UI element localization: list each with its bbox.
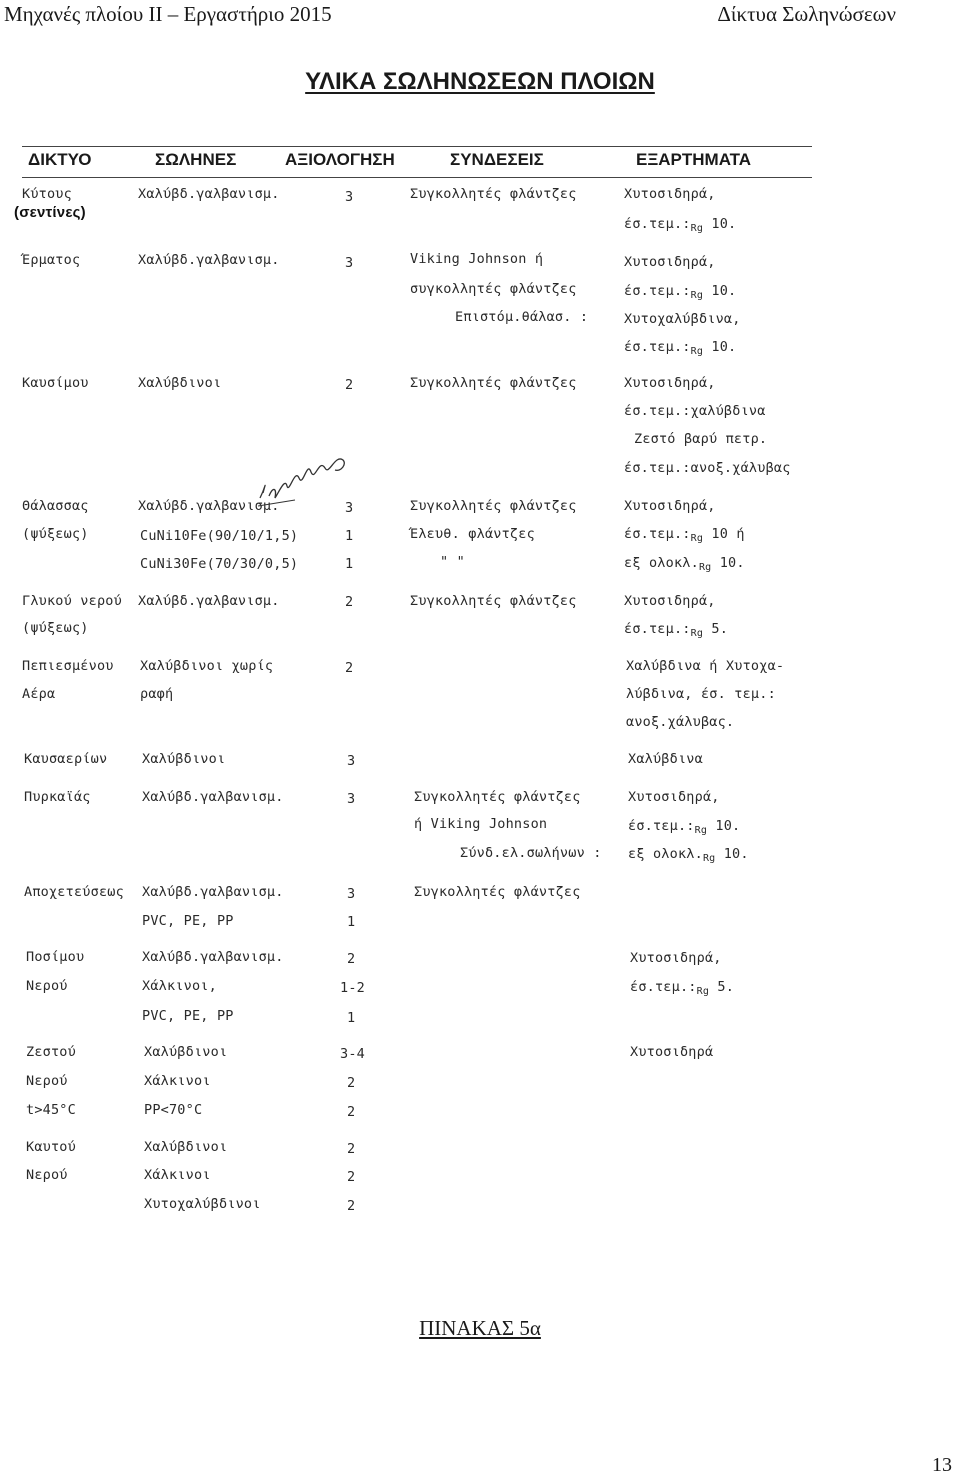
table-cell xyxy=(26,1167,68,1183)
table-cell xyxy=(22,375,89,391)
table-header-rule xyxy=(22,177,812,178)
cell-text: 2 xyxy=(347,1075,356,1091)
cell-text: Χαλύβδινοι xyxy=(144,1139,228,1155)
cell-text: Καυσαερίων xyxy=(24,751,108,767)
cell-text: ανοξ.χάλυβας. xyxy=(626,714,735,730)
table-cell xyxy=(347,1141,355,1157)
table-cell xyxy=(345,255,353,271)
cell-text: Σύνδ.ελ.σωλήνων : xyxy=(460,845,602,861)
column-header-connections: ΣΥΝΔΕΣΕΙΣ xyxy=(450,150,544,169)
table-cell xyxy=(624,526,745,542)
table-cell xyxy=(624,254,716,270)
table-cell xyxy=(144,1102,202,1118)
table-cell xyxy=(414,884,581,900)
cell-text: Καυτού xyxy=(26,1139,76,1155)
cell-text: Καυσίμου xyxy=(22,375,89,391)
cell-text: Νερού xyxy=(26,1167,68,1183)
table-cell xyxy=(630,979,734,995)
cell-text: εξ ολοκλ. xyxy=(628,846,703,862)
table-cell xyxy=(22,498,89,514)
cell-text: έσ.τεμ.: xyxy=(624,216,691,232)
table-cell xyxy=(142,978,217,994)
cell-text: CuNi10Fe(90/10/1,5) xyxy=(140,528,299,544)
cell-text: έσ.τεμ.: xyxy=(624,621,691,637)
table-cell xyxy=(345,377,353,393)
cell-text: έσ.τεμ.:ανοξ.χάλυβας xyxy=(624,460,791,476)
table-cell xyxy=(22,593,122,609)
cell-text: (ψύξεως) xyxy=(22,526,89,542)
table-cell xyxy=(624,498,716,514)
cell-text: Συγκολλητές φλάντζες xyxy=(414,884,581,900)
table-cell xyxy=(26,1102,76,1118)
cell-text: 1 xyxy=(345,528,354,544)
handwritten-annotation xyxy=(255,448,355,508)
cell-text: Ζεστού xyxy=(26,1044,76,1060)
cell-text-suffix: 10. xyxy=(715,846,749,862)
cell-text: Χαλύβδινα ή Χυτοχα- xyxy=(626,658,785,674)
table-cell xyxy=(410,526,535,542)
table-cell xyxy=(142,949,284,965)
cell-text: Χυτοσιδηρά, xyxy=(624,498,716,514)
table-cell xyxy=(624,621,728,637)
cell-text: συγκολλητές φλάντζες xyxy=(410,281,577,297)
cell-text: Έλευθ. φλάντζες xyxy=(410,526,535,542)
cell-text: Χαλύβδ.γαλβανισμ. xyxy=(142,949,284,965)
table-cell xyxy=(24,884,124,900)
table-cell xyxy=(22,186,72,202)
table-cell xyxy=(624,375,716,391)
cell-text: (ψύξεως) xyxy=(22,620,89,636)
cell-text: 3 xyxy=(345,255,354,271)
cell-text: 2 xyxy=(347,1141,356,1157)
cell-text: Χυτοσιδηρά, xyxy=(624,593,716,609)
table-cell xyxy=(345,594,353,610)
cell-text: Χυτοχαλύβδινοι xyxy=(144,1196,261,1212)
cell-text: Συγκολλητές φλάντζες xyxy=(410,375,577,391)
table-cell xyxy=(142,751,225,767)
cell-text: 2 xyxy=(347,1169,356,1185)
cell-text: έσ.τεμ.: xyxy=(628,818,695,834)
cell-text: Χαλύβδινα xyxy=(628,751,703,767)
cell-text-suffix: 10. xyxy=(707,818,741,834)
table-cell xyxy=(634,431,767,447)
table-cell xyxy=(630,1044,713,1060)
cell-text: Χαλύβδ.γαλβανισμ. xyxy=(142,884,284,900)
table-cell xyxy=(410,375,577,391)
table-cell xyxy=(440,554,465,570)
page-number: 13 xyxy=(932,1454,952,1476)
cell-text: Χυτοσιδηρά xyxy=(630,1044,714,1060)
table-cell xyxy=(624,403,766,419)
cell-text: Viking Johnson ή xyxy=(410,251,544,267)
table-top-rule xyxy=(22,146,812,147)
table-cell xyxy=(138,186,280,202)
table-cell xyxy=(22,526,89,542)
cell-text: εξ ολοκλ. xyxy=(624,555,699,571)
cell-text: Χυτοσιδηρά, xyxy=(624,186,716,202)
cell-text: 2 xyxy=(345,377,354,393)
table-cell xyxy=(414,816,547,832)
table-cell xyxy=(144,1196,261,1212)
cell-text: έσ.τεμ.: xyxy=(624,283,691,299)
cell-text: PVC, PE, PP xyxy=(142,913,234,929)
table-cell xyxy=(144,1044,227,1060)
cell-text: έσ.τεμ.: xyxy=(630,979,697,995)
cell-text: " " xyxy=(440,554,465,570)
table-cell xyxy=(345,556,353,572)
table-cell xyxy=(144,1139,227,1155)
cell-text: 1 xyxy=(345,556,354,572)
cell-text: 2 xyxy=(347,1198,356,1214)
cell-text: Χαλύβδ.γαλβανισμ. xyxy=(138,186,280,202)
cell-text: Χαλύβδ.γαλβανισμ. xyxy=(142,789,284,805)
cell-text: Χαλύβδινοι xyxy=(142,751,226,767)
cell-text: Χαλύβδ.γαλβανισμ. xyxy=(138,593,280,609)
cell-text-suffix: 5. xyxy=(709,979,735,995)
cell-text-suffix: 10. xyxy=(711,555,745,571)
cell-text: ή Viking Johnson xyxy=(414,816,548,832)
cell-text: Χυτοχαλύβδινα, xyxy=(624,311,741,327)
cell-text: PVC, PE, PP xyxy=(142,1008,234,1024)
table-cell xyxy=(345,660,353,676)
table-cell xyxy=(630,950,722,966)
table-cell xyxy=(345,189,353,205)
cell-subscript: Rg xyxy=(690,223,704,234)
cell-text: Χαλύβδινοι xyxy=(138,375,222,391)
column-header-pipes: ΣΩΛΗΝΕΣ xyxy=(155,150,237,169)
table-cell xyxy=(347,914,355,930)
table-cell xyxy=(144,1167,211,1183)
table-cell xyxy=(142,884,284,900)
table-cell xyxy=(347,886,355,902)
table-cell xyxy=(138,593,280,609)
cell-text: Ποσίμου xyxy=(26,949,85,965)
cell-text: έσ.τεμ.: xyxy=(624,339,691,355)
cell-text: Χαλύβδινοι xyxy=(144,1044,228,1060)
cell-text: Συγκολλητές φλάντζες xyxy=(414,789,581,805)
table-cell xyxy=(410,186,577,202)
cell-text: (σεντίνες) xyxy=(14,204,86,221)
cell-text: 3 xyxy=(347,886,356,902)
table-cell xyxy=(626,714,734,730)
cell-text: Συγκολλητές φλάντζες xyxy=(410,498,577,514)
cell-text: Συγκολλητές φλάντζες xyxy=(410,186,577,202)
cell-text: Χυτοσιδηρά, xyxy=(624,375,716,391)
table-cell xyxy=(624,186,716,202)
cell-text: Χαλύβδινοι χωρίς xyxy=(140,658,274,674)
cell-text: Χυτοσιδηρά, xyxy=(630,950,722,966)
table-cell xyxy=(340,1046,365,1062)
cell-subscript: Rg xyxy=(696,986,710,997)
table-cell xyxy=(624,555,745,571)
table-cell xyxy=(138,252,280,268)
table-cell xyxy=(410,498,577,514)
table-caption: ΠΙΝΑΚΑΣ 5α xyxy=(419,1316,541,1340)
table-cell xyxy=(624,283,736,299)
table-cell xyxy=(347,753,355,769)
table-cell xyxy=(22,658,114,674)
page-title: ΥΛΙΚΑ ΣΩΛΗΝΩΣΕΩΝ ΠΛΟΙΩΝ xyxy=(305,68,655,95)
cell-text-suffix: 10. xyxy=(703,339,737,355)
cell-text: 2 xyxy=(345,660,354,676)
cell-text: Χυτοσιδηρά, xyxy=(628,789,720,805)
cell-text: 1 xyxy=(347,914,356,930)
table-cell xyxy=(410,593,577,609)
table-cell xyxy=(624,593,716,609)
table-cell xyxy=(410,281,577,297)
cell-text: Χάλκινοι xyxy=(144,1073,211,1089)
cell-text: Έρματος xyxy=(22,252,81,268)
cell-subscript: Rg xyxy=(690,346,704,357)
table-cell xyxy=(140,658,273,674)
table-cell xyxy=(22,686,55,702)
cell-text: Νερού xyxy=(26,1073,68,1089)
table-cell xyxy=(140,686,173,702)
table-cell xyxy=(345,528,353,544)
table-cell xyxy=(414,789,581,805)
cell-text: Πεπιεσμένου xyxy=(22,658,114,674)
table-cell xyxy=(142,913,234,929)
table-cell xyxy=(628,789,720,805)
column-header-network: ΔΙΚΤΥΟ xyxy=(28,150,92,169)
column-header-fittings: ΕΞΑΡΤΗΜΑΤΑ xyxy=(636,150,751,169)
cell-text: 1-2 xyxy=(340,980,365,996)
cell-text: 3-4 xyxy=(340,1046,365,1062)
cell-text: 3 xyxy=(345,189,354,205)
cell-text-suffix: 10 ή xyxy=(703,526,745,542)
header-left: Μηχανές πλοίου ΙΙ – Εργαστήριο 2015 xyxy=(4,2,332,26)
table-cell xyxy=(140,528,298,544)
table-cell xyxy=(624,216,736,232)
cell-text: Θάλασσας xyxy=(22,498,89,514)
table-cell xyxy=(138,375,221,391)
cell-text: έσ.τεμ.:χαλύβδινα xyxy=(624,403,766,419)
table-cell xyxy=(626,658,784,674)
table-cell xyxy=(460,845,602,861)
table-cell xyxy=(347,1075,355,1091)
cell-text-suffix: 10. xyxy=(703,216,737,232)
cell-text: 2 xyxy=(347,1104,356,1120)
table-cell xyxy=(624,460,791,476)
table-cell xyxy=(26,1139,76,1155)
cell-text: Χάλκινοι xyxy=(144,1167,211,1183)
cell-text: Αέρα xyxy=(22,686,56,702)
table-cell xyxy=(455,309,588,325)
table-cell xyxy=(24,751,107,767)
table-cell xyxy=(347,951,355,967)
table-cell xyxy=(347,1010,355,1026)
cell-text: Κύτους xyxy=(22,186,72,202)
cell-text: Χάλκινοι, xyxy=(142,978,217,994)
cell-text: CuNi30Fe(70/30/0,5) xyxy=(140,556,299,572)
cell-text: Συγκολλητές φλάντζες xyxy=(410,593,577,609)
cell-text: Ζεστό βαρύ πετρ. xyxy=(634,431,768,447)
table-cell xyxy=(624,311,741,327)
table-cell xyxy=(347,1169,355,1185)
cell-text: Χαλύβδ.γαλβανισμ. xyxy=(138,252,280,268)
cell-subscript: Rg xyxy=(702,853,716,864)
cell-text: t>45°C xyxy=(26,1102,76,1118)
cell-subscript: Rg xyxy=(698,562,712,573)
table-cell xyxy=(14,204,86,221)
table-cell xyxy=(140,556,298,572)
cell-subscript: Rg xyxy=(690,290,704,301)
cell-text: ραφή xyxy=(140,686,174,702)
table-cell xyxy=(26,978,68,994)
cell-text-suffix: 10. xyxy=(703,283,737,299)
cell-text: Χαλύβδ.γαλβανισμ. xyxy=(138,498,280,514)
table-cell xyxy=(347,1104,355,1120)
table-cell xyxy=(628,818,740,834)
cell-text: 3 xyxy=(345,500,354,516)
table-cell xyxy=(22,620,89,636)
cell-text-suffix: 5. xyxy=(703,621,729,637)
table-cell xyxy=(628,846,749,862)
cell-text: 2 xyxy=(345,594,354,610)
cell-text: 3 xyxy=(347,791,356,807)
cell-subscript: Rg xyxy=(694,825,708,836)
cell-text: Επιστόμ.θάλασ. : xyxy=(455,309,589,325)
table-cell xyxy=(624,339,736,355)
table-cell xyxy=(26,1073,68,1089)
table-cell xyxy=(26,949,84,965)
table-cell xyxy=(347,791,355,807)
column-header-rating: ΑΞΙΟΛΟΓΗΣΗ xyxy=(285,150,395,169)
table-cell xyxy=(142,1008,234,1024)
table-cell xyxy=(24,789,91,805)
cell-text: 3 xyxy=(347,753,356,769)
table-cell xyxy=(347,1198,355,1214)
cell-text: Γλυκού νερού xyxy=(22,593,122,609)
cell-text: λύβδινα, έσ. τεμ.: xyxy=(626,686,776,702)
cell-text: Πυρκαϊάς xyxy=(24,789,91,805)
cell-subscript: Rg xyxy=(690,533,704,544)
cell-text: 1 xyxy=(347,1010,356,1026)
table-cell xyxy=(626,686,776,702)
cell-text: Χυτοσιδηρά, xyxy=(624,254,716,270)
cell-text: Νερού xyxy=(26,978,68,994)
cell-text: PP<70°C xyxy=(144,1102,203,1118)
header-right: Δίκτυα Σωληνώσεων xyxy=(717,2,896,26)
cell-subscript: Rg xyxy=(690,628,704,639)
cell-text: έσ.τεμ.: xyxy=(624,526,691,542)
cell-text: 2 xyxy=(347,951,356,967)
table-cell xyxy=(144,1073,211,1089)
table-cell xyxy=(22,252,80,268)
table-cell xyxy=(142,789,284,805)
table-cell xyxy=(410,251,543,267)
table-cell xyxy=(26,1044,76,1060)
cell-text: Αποχετεύσεως xyxy=(24,884,124,900)
table-cell xyxy=(628,751,703,767)
table-cell xyxy=(340,980,365,996)
